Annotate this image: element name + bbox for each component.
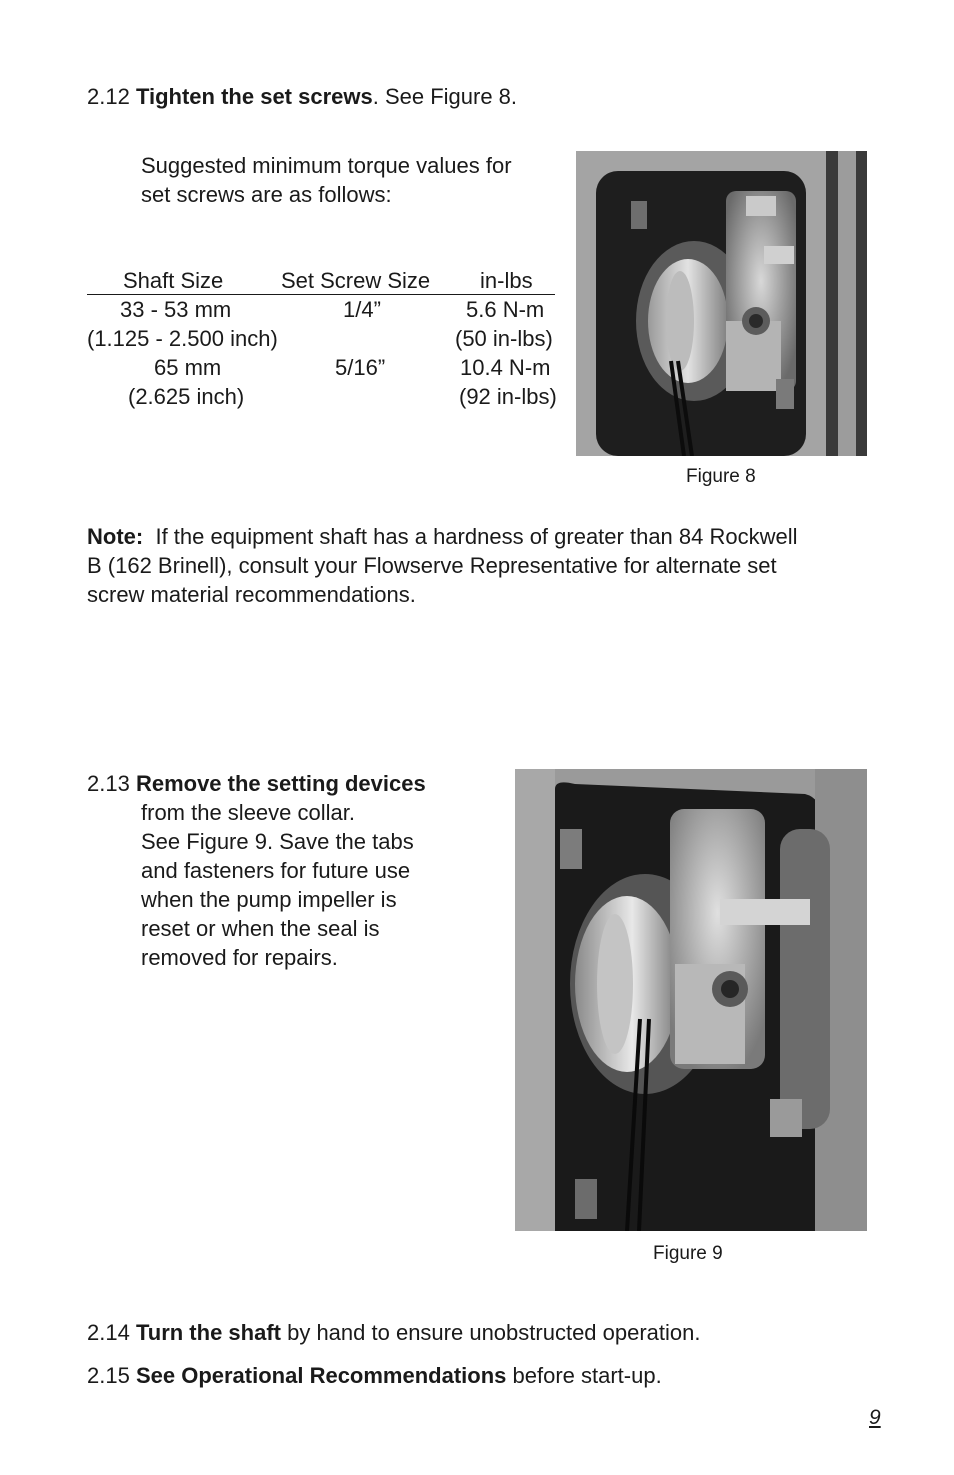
header-set-screw-size: Set Screw Size: [281, 268, 431, 293]
step-2-15: [87, 1361, 662, 1390]
step-line: from the sleeve collar.: [141, 800, 355, 825]
step-number: 2.14: [87, 1320, 130, 1345]
note-line: B (162 Brinell), consult your Flowserve Representative for alternate set: [87, 553, 777, 578]
cell-shaft: 65 mm: [154, 355, 222, 380]
seal-assembly-photo-icon: [576, 151, 867, 456]
cell-torque: 5.6 N-m: [466, 297, 545, 322]
step-title: Turn the shaft: [135, 1320, 281, 1345]
torque-intro-line: Suggested minimum torque values for: [141, 153, 512, 178]
note-block: [87, 522, 887, 609]
torque-table: [87, 266, 567, 411]
step-2-12-heading: [87, 82, 517, 111]
cell-screw: 1/4”: [343, 297, 381, 322]
note-line: screw material recommendations.: [87, 582, 416, 607]
step-line: reset or when the seal is: [141, 916, 380, 941]
note-text: If the equipment shaft has a hardness of greater than 84 Rockwell: [155, 524, 798, 549]
step-line: See Figure 9. Save the tabs: [141, 829, 414, 854]
figure-8-caption: Figure 8: [686, 466, 756, 487]
cell-torque: (92 in-lbs): [459, 384, 557, 409]
cell-torque: (50 in-lbs): [455, 326, 553, 351]
note-line: [87, 522, 887, 551]
figure-8-photo: [576, 151, 867, 456]
table-row: [87, 382, 567, 411]
seal-assembly-closeup-icon: [515, 769, 867, 1231]
step-2-14: [87, 1318, 701, 1347]
cell-screw: 5/16”: [335, 355, 386, 380]
header-shaft-size: Shaft Size: [123, 268, 224, 293]
cell-shaft: 33 - 53 mm: [120, 297, 232, 322]
step-2-13-heading: [87, 769, 426, 798]
step-line: when the pump impeller is: [141, 887, 397, 912]
table-row: [87, 324, 567, 353]
cell-torque: 10.4 N-m: [460, 355, 551, 380]
table-header-rule: [87, 294, 555, 295]
cell-shaft: (1.125 - 2.500 inch): [87, 326, 278, 351]
step-line: removed for repairs.: [141, 945, 338, 970]
figure-9-photo: [515, 769, 867, 1231]
step-title: See Operational Recommendations: [135, 1363, 507, 1388]
step-text: before start-up.: [506, 1363, 662, 1388]
step-title: Remove the setting devices: [135, 771, 426, 796]
table-row: [87, 353, 567, 382]
torque-intro-line: set screws are as follows:: [141, 182, 392, 207]
page-number: 9: [869, 1406, 881, 1429]
step-text: . See Figure 8.: [372, 84, 518, 109]
step-title: Tighten the set screws: [135, 84, 373, 109]
table-header-row: [87, 266, 567, 295]
cell-shaft: (2.625 inch): [128, 384, 245, 409]
step-line: and fasteners for future use: [141, 858, 411, 883]
header-in-lbs: in-lbs: [480, 268, 533, 293]
step-number: 2.12: [87, 84, 130, 109]
torque-intro: [141, 151, 512, 209]
note-label: Note:: [87, 524, 144, 549]
step-2-13-body: [141, 798, 414, 972]
figure-9-caption: Figure 9: [653, 1243, 723, 1264]
step-number: 2.13: [87, 771, 130, 796]
step-text: by hand to ensure unobstructed operation.: [280, 1320, 701, 1345]
table-row: [87, 295, 567, 324]
step-number: 2.15: [87, 1363, 130, 1388]
